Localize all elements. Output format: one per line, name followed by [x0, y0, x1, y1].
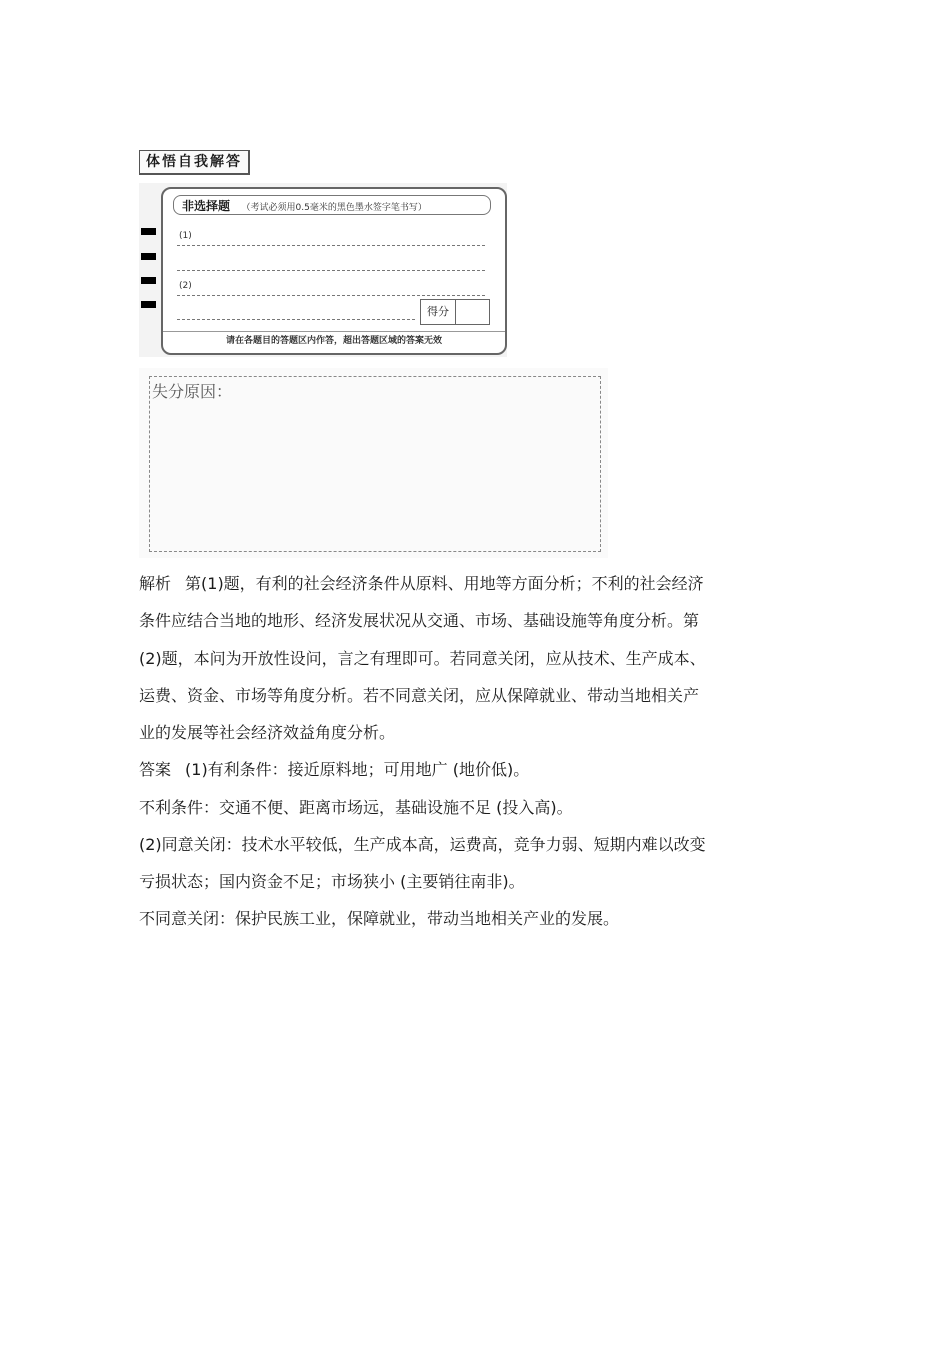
answer-card-header — [173, 195, 491, 215]
analysis-line: (2)题，本问为开放性设问，言之有理即可。若同意关闭，应从技术、生产成本、 — [139, 649, 706, 668]
analysis-line: 解析 第(1)题，有利的社会经济条件从原料、用地等方面分析；不利的社会经济 — [139, 574, 704, 593]
answer-line — [177, 283, 485, 296]
loss-reason-label: 失分原因： — [152, 382, 233, 401]
answer-line: 亏损状态；国内资金不足；市场狭小 (主要销往南非)。 — [139, 872, 525, 891]
answer-card-footer: 请在各题目的答题区内作答，超出答题区域的答案无效 — [163, 331, 505, 350]
answer-line: 不利条件：交通不便、距离市场远，基础设施不足 (投入高)。 — [139, 798, 573, 817]
answer-line — [177, 233, 485, 246]
analysis-line: 业的发展等社会经济效益角度分析。 — [139, 723, 396, 742]
analysis-label: 解析 — [139, 574, 172, 593]
alignment-mark — [141, 301, 156, 308]
answer-line: (2)同意关闭：技术水平较低，生产成本高，运费高，竞争力弱、短期内难以改变 — [139, 835, 706, 854]
line-label-2: (2) — [179, 281, 192, 291]
alignment-mark — [141, 277, 156, 284]
answer-card-title: 非选择题 — [182, 199, 231, 213]
answer-card-note: （考试必须用0.5毫米的黑色墨水签字笔书写） — [241, 203, 427, 213]
answer-line — [177, 258, 485, 271]
answer-card-image — [139, 183, 507, 357]
answer-line — [177, 307, 415, 320]
answer-line: 不同意关闭：保护民族工业，保障就业，带动当地相关产业的发展。 — [139, 909, 620, 928]
answer-card — [161, 187, 507, 355]
loss-reason-box — [139, 368, 608, 558]
section-title: 体悟自我解答 — [139, 150, 250, 175]
score-box — [420, 299, 490, 325]
alignment-mark — [141, 228, 156, 235]
alignment-mark — [141, 253, 156, 260]
analysis-line: 条件应结合当地的地形、经济发展状况从交通、市场、基础设施等角度分析。第 — [139, 611, 700, 630]
loss-reason-frame — [149, 376, 601, 552]
answer-label: 答案 — [139, 760, 172, 779]
score-label: 得分 — [421, 300, 456, 324]
line-label-1: (1) — [179, 231, 192, 241]
answer-line: 答案 (1)有利条件：接近原料地；可用地广 (地价低)。 — [139, 760, 530, 779]
analysis-line: 运费、资金、市场等角度分析。若不同意关闭，应从保障就业、带动当地相关产 — [139, 686, 700, 705]
